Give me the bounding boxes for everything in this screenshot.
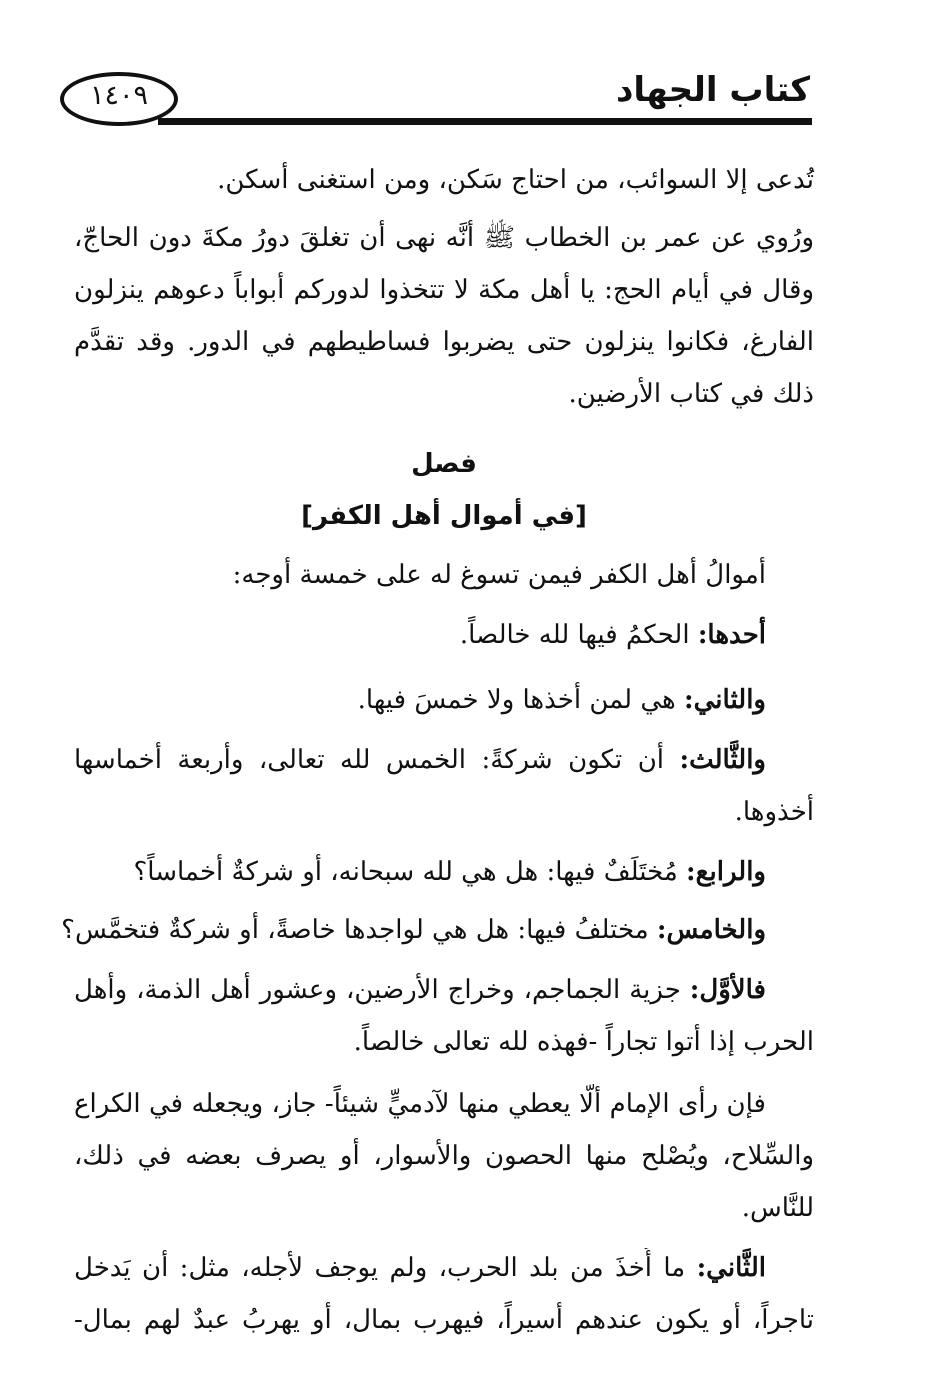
paragraph-line bbox=[74, 970, 766, 1010]
section-subheading: [في أموال أهل الكفر] bbox=[301, 501, 587, 531]
page-number: ١٤٠٩ bbox=[89, 80, 148, 111]
item-text: جزية الجماجم، وخراج الأرضين، وعشور أهل الذمة، وأهل bbox=[74, 975, 690, 1005]
item-label: والخامس: bbox=[656, 915, 766, 945]
text-line: تُدعى إلا السوائب، من احتاج سَكن، ومن استغنى أسكن. bbox=[217, 165, 814, 195]
text-line: أخذوها. bbox=[734, 797, 814, 827]
text-line: ورُوي عن عمر بن الخطاب ﷺ أنَّه نهى أن تغلقَ دورُ مكةَ دون الحاجّ، bbox=[74, 223, 814, 253]
text-line: الحرب إذا أتوا تجاراً -فهذه لله تعالى خالصاً. bbox=[353, 1027, 814, 1057]
list-item bbox=[460, 615, 766, 655]
item-text: الحكمُ فيها لله خالصاً. bbox=[459, 620, 698, 650]
text-line: وقال في أيام الحج: يا أهل مكة لا تتخذوا لدوركم أبواباً دعوهم ينزلون bbox=[74, 275, 814, 305]
item-text: ما أُخذَ من بلد الحرب، ولم يوجف لأجله، مثل: أن يَدخل bbox=[74, 1253, 686, 1283]
list-item bbox=[61, 910, 766, 950]
item-label: الثَّاني: bbox=[696, 1253, 766, 1283]
list-item bbox=[358, 680, 766, 720]
text-line: للنَّاس. bbox=[741, 1193, 814, 1223]
text-line: ذلك في كتاب الأرضين. bbox=[568, 379, 814, 409]
list-item bbox=[74, 740, 766, 780]
book-title: كتاب الجهاد bbox=[615, 70, 810, 110]
item-label: والثاني: bbox=[684, 685, 766, 715]
paragraph-line bbox=[74, 1248, 766, 1288]
item-text: أن تكون شركةً: الخمس لله تعالى، وأربعة أخماسها bbox=[74, 745, 665, 775]
header-rule bbox=[158, 118, 812, 125]
list-item bbox=[134, 852, 767, 892]
item-label: فالأوَّل: bbox=[689, 975, 766, 1005]
item-label: أحدها: bbox=[697, 620, 766, 650]
item-label: والثَّالث: bbox=[679, 745, 766, 775]
text-line: والسِّلاح، ويُصْلح منها الحصون والأسوار، أو يصرف بعضه في ذلك، bbox=[74, 1141, 814, 1171]
item-text: هي لمن أخذها ولا خمسَ فيها. bbox=[357, 685, 685, 715]
item-text: مختلفُ فيها: هل هي لواجدها خاصةً، أو شركةٌ فتخمَّس؟ bbox=[61, 915, 657, 945]
text-line: الفارغ، فكانوا ينزلون حتى يضربوا فساطيطهم في الدور. وقد تقدَّم bbox=[74, 327, 814, 357]
text-line: فإن رأى الإمام ألَّا يعطي منها لآدميٍّ شيئاً- جاز، ويجعله في الكراع bbox=[74, 1089, 766, 1119]
text-line: أموالُ أهل الكفر فيمن تسوغ له على خمسة أوجه: bbox=[232, 560, 766, 590]
item-label: والرابع: bbox=[686, 857, 766, 887]
text-line: تاجراً، أو يكون عندهم أسيراً، فيهرب بمال، أو يهربُ عبدٌ لهم بمال- bbox=[74, 1305, 814, 1335]
item-text: مُختَلَفٌ فيها: هل هي لله سبحانه، أو شركةٌ أخماساً؟ bbox=[133, 857, 687, 887]
section-heading: فصل bbox=[411, 449, 477, 479]
